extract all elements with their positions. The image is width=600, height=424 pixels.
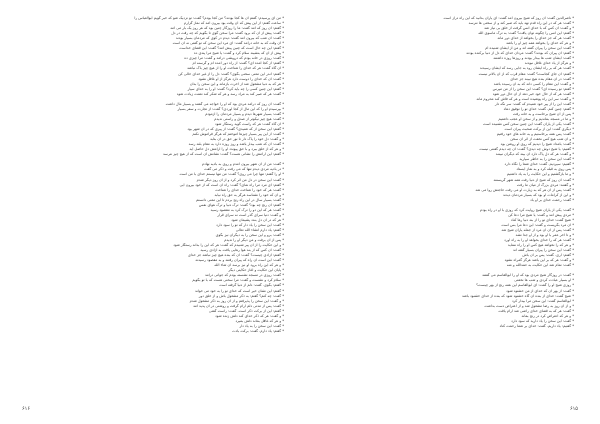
text-line: * و هر که خدای را بخواهد همه چیز او را باشد	[506, 41, 574, 46]
text-line: * و گفت: هر که دل پاک دارد آن بیند که دیگران نبینند	[495, 152, 574, 157]
text-line: * گفت: آن که شب بیدار باشد و روز روزه دارد به مقام بلند رسد	[188, 142, 284, 147]
text-line: * و هر که اعتراض کرد در رنج بماند	[521, 313, 574, 318]
text-line: * شیخ گفت: خدای تو را از بند دنیا رها کناد	[510, 217, 574, 222]
text-line: * و هر که این راه برود او نیز برسد ان شاء الله	[214, 263, 284, 268]
text-line: * گفت: هر که در این راه قدم نهد باید که صبر کند و از سختی ها نترسد	[468, 21, 574, 26]
text-line: * در بادیه مردی دیدم تنها که می رفت و ذکر می گفت	[204, 167, 284, 172]
text-line: * آن مرد بگریست و گفت: این دعا مرا بس است	[501, 222, 574, 227]
text-line: * گفت: این سخن را پیران گفته اند و من از ایشان شنیده ام	[485, 46, 574, 51]
text-line: * و گفت: دل خود را پاک دار تا نور حق در آن بتابد	[210, 137, 284, 142]
text-line: * و ما بازگشتیم و این حکایت را به یاد داشتیم	[506, 172, 574, 177]
text-line: * آن وقت که به خانه درآمد گفت: ای مرد این سخن که تو گفتی نه آن است	[172, 41, 284, 46]
text-line: * و آن که خود را نشناسد هرگز به حق راه نیابد	[214, 192, 284, 197]
text-line: * گفت: آن کس که از بند هوا رهایی یافت به آزادی رسید	[200, 248, 284, 253]
text-line: * گفتم: آزادی چیست؟ گفت: آن که بنده هیچ چیز نباشد جز خدای	[187, 253, 284, 258]
text-line: * گفت: تمام شد این حکایت به حمدالله و منه	[506, 263, 574, 268]
text-line: * گفت: چه کنم؟ گفتم: به ذکر مشغول باش و از خلق دور	[198, 293, 284, 298]
text-line: * گفت: هیچ چیز نیکوتر از صدق و راستی ندیدم	[214, 116, 284, 121]
text-line: * گفت: هر که از حال خود خبر دهد از آن حال دور شود	[492, 91, 574, 96]
text-line: * گفت: بسیار شهرها دیدم و بسیار مردمان را آزمودم	[205, 111, 284, 116]
text-line: * گفت: این را از پیر خود شنیدم که گفت: سر نگه دار	[494, 101, 574, 106]
text-line: * گفتم: آن پیران که بودند؟ گفت: مردان خدای که دل از دنیا برکنده بودند	[466, 51, 574, 56]
text-line: * گفتم: آری. گفت: پس بر آن باش	[522, 253, 574, 258]
text-line: * گفت: هر که جز خدای را بخواهد از خدای دور ماند	[497, 36, 574, 41]
text-line: * گفت: پیش از آن که برود گفت: مرا سخن گوی تا بگویم که چه رفت در دل	[171, 31, 284, 36]
text-line: * گفتم: تو رسیده ای؟ گفت: این سخن را از من مپرس	[492, 86, 574, 91]
text-line: * گفت: آن که خدای را دوست دارد هرگز از او غافل نشود	[198, 76, 284, 81]
text-line: * و این حکایت را از آن پیر شنیدم که گفت: هر که این را بداند رستگار شود	[173, 243, 284, 248]
text-line: * گفت: این سخن را به خاطر سپارید	[519, 157, 574, 162]
text-line: * گفت: هر که را خدای بخواهد او را به راه آورد	[504, 238, 574, 243]
text-line: * و گفت: این سخن را پذیرفتم و از آن روز به ذکر مشغول شدم	[189, 298, 284, 303]
text-line: * گفتیم: یا شیخ دوش چه دیدی؟ گفت: آن چه دیدم گفتنی نیست	[479, 147, 574, 152]
text-line: * گفتم: این از برکت ذکر است. گفت: راست گفتی	[208, 308, 284, 313]
right-page	[300, 0, 600, 424]
text-line: * و هر که غافل بماند دلش بمیرد	[235, 318, 284, 323]
text-line: * پس از آن برفت و من دیگر او را ندیدم	[224, 238, 284, 243]
text-line: * شیخ گفت: خدای از بنده آن گاه خشنود شود که بنده از خدای خشنود باشد	[462, 293, 574, 298]
text-line: * گفتم: این سخن از که شنیدی؟ گفت: از پیری که در آن شهر بود	[187, 127, 284, 132]
text-line: * او بسیار عبادت کردی و شب ها نخفتی	[514, 278, 574, 283]
text-line: * و گفت: این مقام را کسی داند که به آن رسیده باشد	[493, 81, 574, 86]
text-line: * گفت: پس از آن آن مرد از جمله یاران شیخ شد	[501, 227, 574, 232]
text-line: * پس روی به قبله کرد و به نماز ایستاد	[516, 167, 574, 172]
text-line: * آن گاه گفت: هر که خدای را شناخت او را از هیچ چیز باک نباشد	[187, 66, 284, 71]
text-line: * پیش از آن که بنشیند سلام کرد و گفت: یا شیخ مرا پندی ده	[193, 51, 284, 56]
text-line: * گفتم: این انس را چگونه توان یافت؟ گفت: به ترک ماسوی الله	[478, 31, 574, 36]
text-line: * گفتیم: یاد داریم. گفت: خدای بر شما رحمت کناد	[499, 323, 574, 328]
text-line: * گفت: این است آن راه که پیران رفتند و به مقصود رسیدند	[195, 258, 284, 263]
text-line: * دیگری گفت: این از برکت صحبت پیران است	[504, 127, 574, 132]
text-line: * گفتم: این چه حال است که چنین پیش آمد؟ گفت: این قضای خداست	[179, 46, 284, 51]
text-line: * گفتم: اندر این معنی سخنی بگوی؟ گفت: دل را از غیر خدای خالی کن	[178, 71, 284, 76]
text-line: * گفت: پس از آن هر که به زیارت او می رفت حاجتش روا می شد	[475, 187, 574, 192]
right-page-text	[318, 16, 574, 329]
text-line: * و هرگز از یاد خدای غافل نبودند	[524, 61, 574, 66]
text-line: * گفت: هر که بر راه ایشان رود به جایی رسد که ایشان رسیدند	[479, 66, 574, 71]
text-line: * و گفت: هر که بر این باشد هرگز گمراه نشود	[504, 258, 574, 263]
text-line: * گفت: من از آن شهر بیرون آمدم و روی به بادیه نهادم	[201, 162, 284, 167]
text-line: * گفت: از این پیر بسیار چیزها آموختم که هرگز فراموش نکنم	[192, 132, 284, 137]
text-line: * گفتم: این نشان خیر است که خدای تو را به خود می خواند	[194, 288, 284, 293]
text-line: * گفت: این سخن را به یاد دار	[239, 323, 284, 328]
text-line: * گفتم: چنین کنم. گفت: خدای تو را توفیق دهاد	[503, 106, 574, 111]
text-line: * گفت: پس از مدتی دلم آرام گرفت و روشنی در آن پدید آمد	[193, 303, 284, 308]
text-line: * و تا آخر عمر با او بود و از او جدا نشد	[515, 233, 574, 238]
text-line: * روزی شیخ او را گفت: ای ابوالقاسم این همه رنج از بهر چیست؟	[476, 283, 574, 288]
text-line: * و گفت: دنیا سرای گذر است نه سرای قرار	[217, 212, 284, 217]
text-line: * گفت: هر که خود را شناخت خدای را شناخت	[215, 187, 284, 192]
text-line: * ابوالقاسم گفت: این سخن مرا بیدار کرد	[511, 298, 574, 303]
text-line: * گفتم: این آرامش را نشانی هست؟ گفت: نشانش آن است که از هیچ چیز نترسد	[163, 152, 284, 157]
text-line: * گفت: این سخن را یاد دارید که سود دارد	[511, 318, 574, 323]
text-line: * او را گفتم: تنها چرا می روی؟ گفت: من تنها نیستم خدای با من است	[179, 172, 284, 177]
text-line: * و گفت: هر که ذکر خدای کند دلش زنده شود	[215, 313, 284, 318]
text-line: * گفت: این سخن در دل من اثر کرد و از آن روز دیگر شدم	[196, 177, 284, 182]
text-line: * گفت: رحمت خدای بر او باد	[530, 197, 574, 202]
text-line: * آن گاه گفت: هر که راست گوید رستگار شود	[214, 121, 284, 126]
text-line: * مردی پیش آمد و گفت: یا شیخ مرا دعا کن	[508, 212, 574, 217]
text-line: * و هر که از خلق ببرد و با حق پیوندد او را آرامش دل حاصل آید	[189, 147, 284, 152]
left-page-number: ۶۱۶	[22, 406, 31, 412]
text-line: * گفت: هر که به قضای خدای راضی شد آرام یافت	[498, 308, 574, 313]
text-line: * گفت: در آن مقام بنده هیچ نبیند جز خدای	[510, 76, 574, 81]
text-line: * گفت: هر که صبر کند به مراد رسد و هر که شکر کند نعمت زیادت شود	[176, 91, 284, 96]
text-line: * گفتم: بگوی. گفت: دلم از دنیا گرفته است	[219, 283, 284, 288]
text-line: * گفت: هر که این دو را ترک کرد به مقصود رسید	[210, 207, 284, 212]
text-line: * گفت: در روزگار شیخ مردی بود که او را ابوالقاسم می گفتند	[482, 273, 574, 278]
text-line: * بپرسیدم او را که این مال از کجا آوردی؟ گفت: از تجارت و سفر بسیار	[177, 106, 284, 111]
text-line: * هر که در آن دل بندد پشیمان شود	[231, 217, 284, 222]
text-line: * و آن شب هیچ کس نخفت از اثر آن سخن	[510, 137, 574, 142]
text-line: * و این از کرامات او بود که بسیار مردمان دیدند	[502, 192, 574, 197]
text-line: * سلام کرد و نشست و گفت: مرا سخنی هست که با تو بگویم	[192, 278, 284, 283]
text-line: * گفتم: یاد دارم انشاء الله تعالی	[235, 227, 284, 232]
text-line: * گفتم: از کجا آمده ای؟ گفت: از راه دور آمده ام و گرسنه ام	[192, 61, 284, 66]
text-line: * گفتیم: سپردیم. گفت: خدای شما را نگاه دارد	[504, 162, 574, 167]
text-line: * گفت: پس همه برخاستیم و به خانه های خود رفتیم	[496, 132, 574, 137]
text-line: * گفت: روزی در خانه بودم که درویشی درآمد و گفت: مرا چیزی ده	[184, 56, 284, 61]
text-line: * گفت: بسیار سال در این راه رنج بردم تا این معنی دانستم	[195, 197, 284, 202]
text-line: * من ای پرسیدم: گفتم آن ها کجا بودند؟ من کجا بودم؟ گفت: تو نزدیک شو که خبر گویم ابوالعباس را	[134, 16, 284, 20]
text-line: * گفت: آن روز که شیخ از دنیا رفت همه شهر گریستند	[493, 177, 574, 182]
text-line: * گفت: این سخن را یاد دار که تو را سود دارد	[216, 222, 284, 227]
text-line: * و ما در مسجد بماندیم و از سخن او عجب داشتیم	[498, 116, 574, 121]
text-line: * گفت: برو و این سخن را به دیگران نیز بگوی	[215, 233, 284, 238]
text-line: * گفت: از بهر آن که خدای از من خشنود شود	[506, 288, 574, 293]
text-line: * گفت: یکی از یاران گفت: این چنین سخن کس نشنیده است	[483, 121, 574, 126]
text-line: * و گفتند: مردی بزرگ از میان ما رفت	[516, 182, 574, 187]
text-line: * گفت: بامداد شیخ را دیدیم که روی او روشن بود	[500, 142, 574, 147]
text-line: * گفت: ایشان شب ها بیدار بودند و روزها روزه داشتند	[493, 56, 574, 61]
text-line: * گفت: روزی در مسجد نشسته بودم که جوانی درآمد	[205, 273, 284, 278]
text-line: * ناصرالدین گفت: آن روز که شیخ بیرون آمد گفت: ای یاران بدانید که این راه دراز است	[443, 16, 574, 20]
text-line: * گفت: آن شب که بیرون آمد گفت: دیدم در کوی که مردمان بسیار بودند	[175, 36, 284, 41]
text-line: * گفتم: آن رنج چه بود؟ گفت: ترک دنیا و ترک هوای نفس	[198, 202, 284, 207]
text-line: * و گفت: آن کس که با خدای انس گرفت از خلق بی نیاز شد	[484, 26, 574, 31]
text-line: * گفت: این سخن را پیران بسیار گفته اند	[513, 248, 574, 253]
text-line: * گفتم: آن روز که آمد گفت: ما را روزگار چنین بود که هر روز یک بار می آمد	[170, 26, 284, 31]
text-line: * گفتم: آن جای کجاست؟ گفت: مقام قرب که از آن بالاتر نیست	[478, 71, 574, 76]
text-line: * گفت: آن روز که درآمد مردی بود که او را خواجه می گفتند و بسیار مال داشت	[165, 101, 284, 106]
text-line: * گفت: یکی از یاران شیخ روایت کرد که روزی با او در راه بودم	[479, 207, 574, 212]
left-page-text	[26, 16, 284, 334]
text-line: * هر که به دنیا مشغول شد از آخرت بازماند و این سخن را بدان	[189, 81, 284, 86]
text-line: * گفتم: یاد دارم. گفت: برکت بادت	[232, 328, 284, 333]
text-line: * گفتم: ای مرد مرا راه نمای؟ گفت: راه آن است که از خود بیرون آیی	[179, 182, 284, 187]
text-line: * و گفت: سر این راه پوشیده است و هر که فاش کند محروم ماند	[476, 96, 574, 101]
text-line: * و هر که را نخواهد هیچ کس او را راه ننماید	[507, 243, 574, 248]
text-line: * گفتم: این چنین کسی را چه باید کرد؟ گفت: او را به خدای سپار	[187, 86, 284, 91]
text-line: * ساعت گفتم: از این پیش که آن وقت بود بیرون آمد که نماز گزارم	[183, 21, 284, 26]
text-line: * و از آن روز به رضا مشغول شد و از اعتراض دست بداشت	[484, 303, 574, 308]
text-line: * پایان این حکایت و آغاز حکایتی دیگر	[228, 268, 284, 273]
text-line: * پس از آن شیخ برخاست و به خانه رفت	[512, 111, 574, 116]
right-page-number: ۶۱۵	[569, 406, 578, 412]
